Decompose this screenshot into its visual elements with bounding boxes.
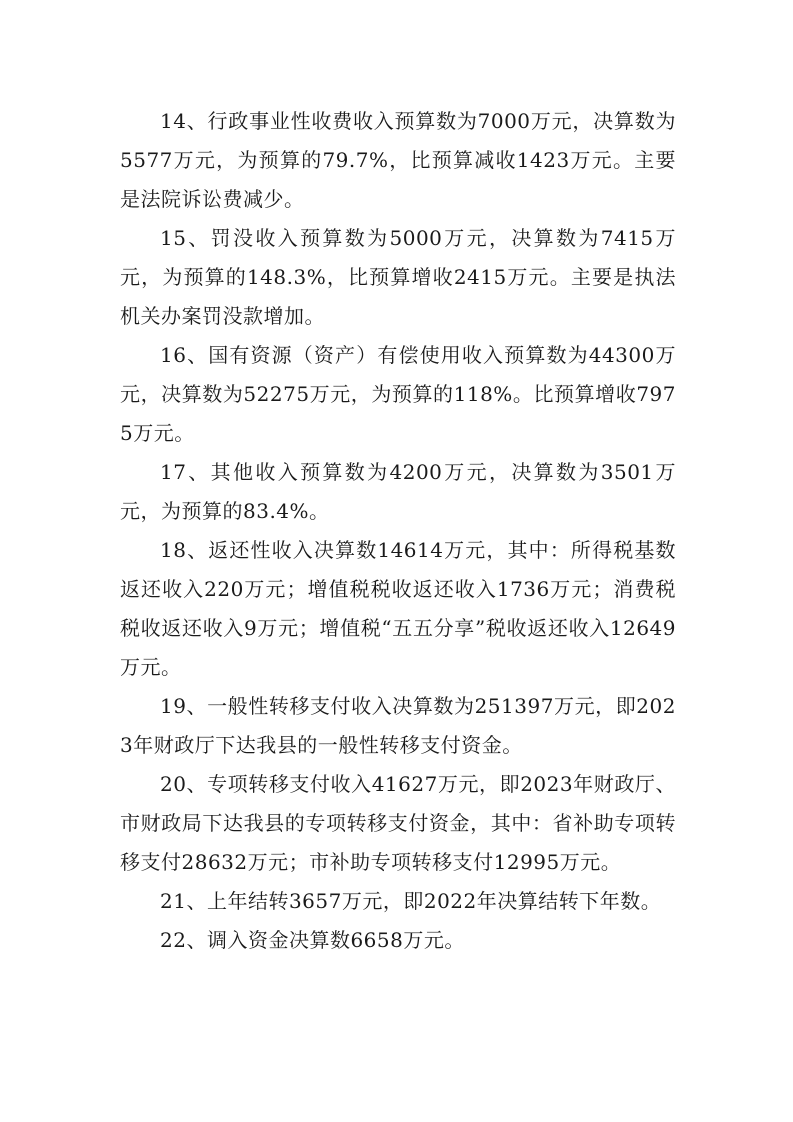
paragraph-17: 17、其他收入预算数为4200万元，决算数为3501万元，为预算的83.4%。: [120, 460, 676, 523]
paragraph-21: 21、上年结转3657万元，即2022年决算结转下年数。: [160, 889, 662, 913]
paragraph-16: 16、国有资源（资产）有偿使用收入预算数为44300万元，决算数为52275万元，为预算的118%。比预算增收7975万元。: [120, 343, 676, 445]
paragraph-19: 19、一般性转移支付收入决算数为251397万元，即2023年财政厅下达我县的一般性转移支付资金。: [120, 694, 676, 757]
paragraph-18: 18、返还性收入决算数14614万元，其中：所得税基数返还收入220万元；增值税税收返还收入1736万元；消费税税收返还收入9万元；增值税“五五分享”税收返还收入12649万元。: [120, 538, 676, 679]
paragraph-22: 22、调入资金决算数6658万元。: [160, 928, 465, 952]
paragraph-20: 20、专项转移支付收入41627万元，即2023年财政厅、市财政局下达我县的专项转移支付资金，其中：省补助专项转移支付28632万元；市补助专项转移支付12995万元。: [120, 772, 676, 874]
document-body: [120, 102, 676, 960]
paragraph-15: 15、罚没收入预算数为5000万元，决算数为7415万元，为预算的148.3%，比预算增收2415万元。主要是执法机关办案罚没款增加。: [120, 226, 676, 328]
paragraph-14: 14、行政事业性收费收入预算数为7000万元，决算数为5577万元，为预算的79.7%，比预算减收1423万元。主要是法院诉讼费减少。: [120, 109, 676, 211]
